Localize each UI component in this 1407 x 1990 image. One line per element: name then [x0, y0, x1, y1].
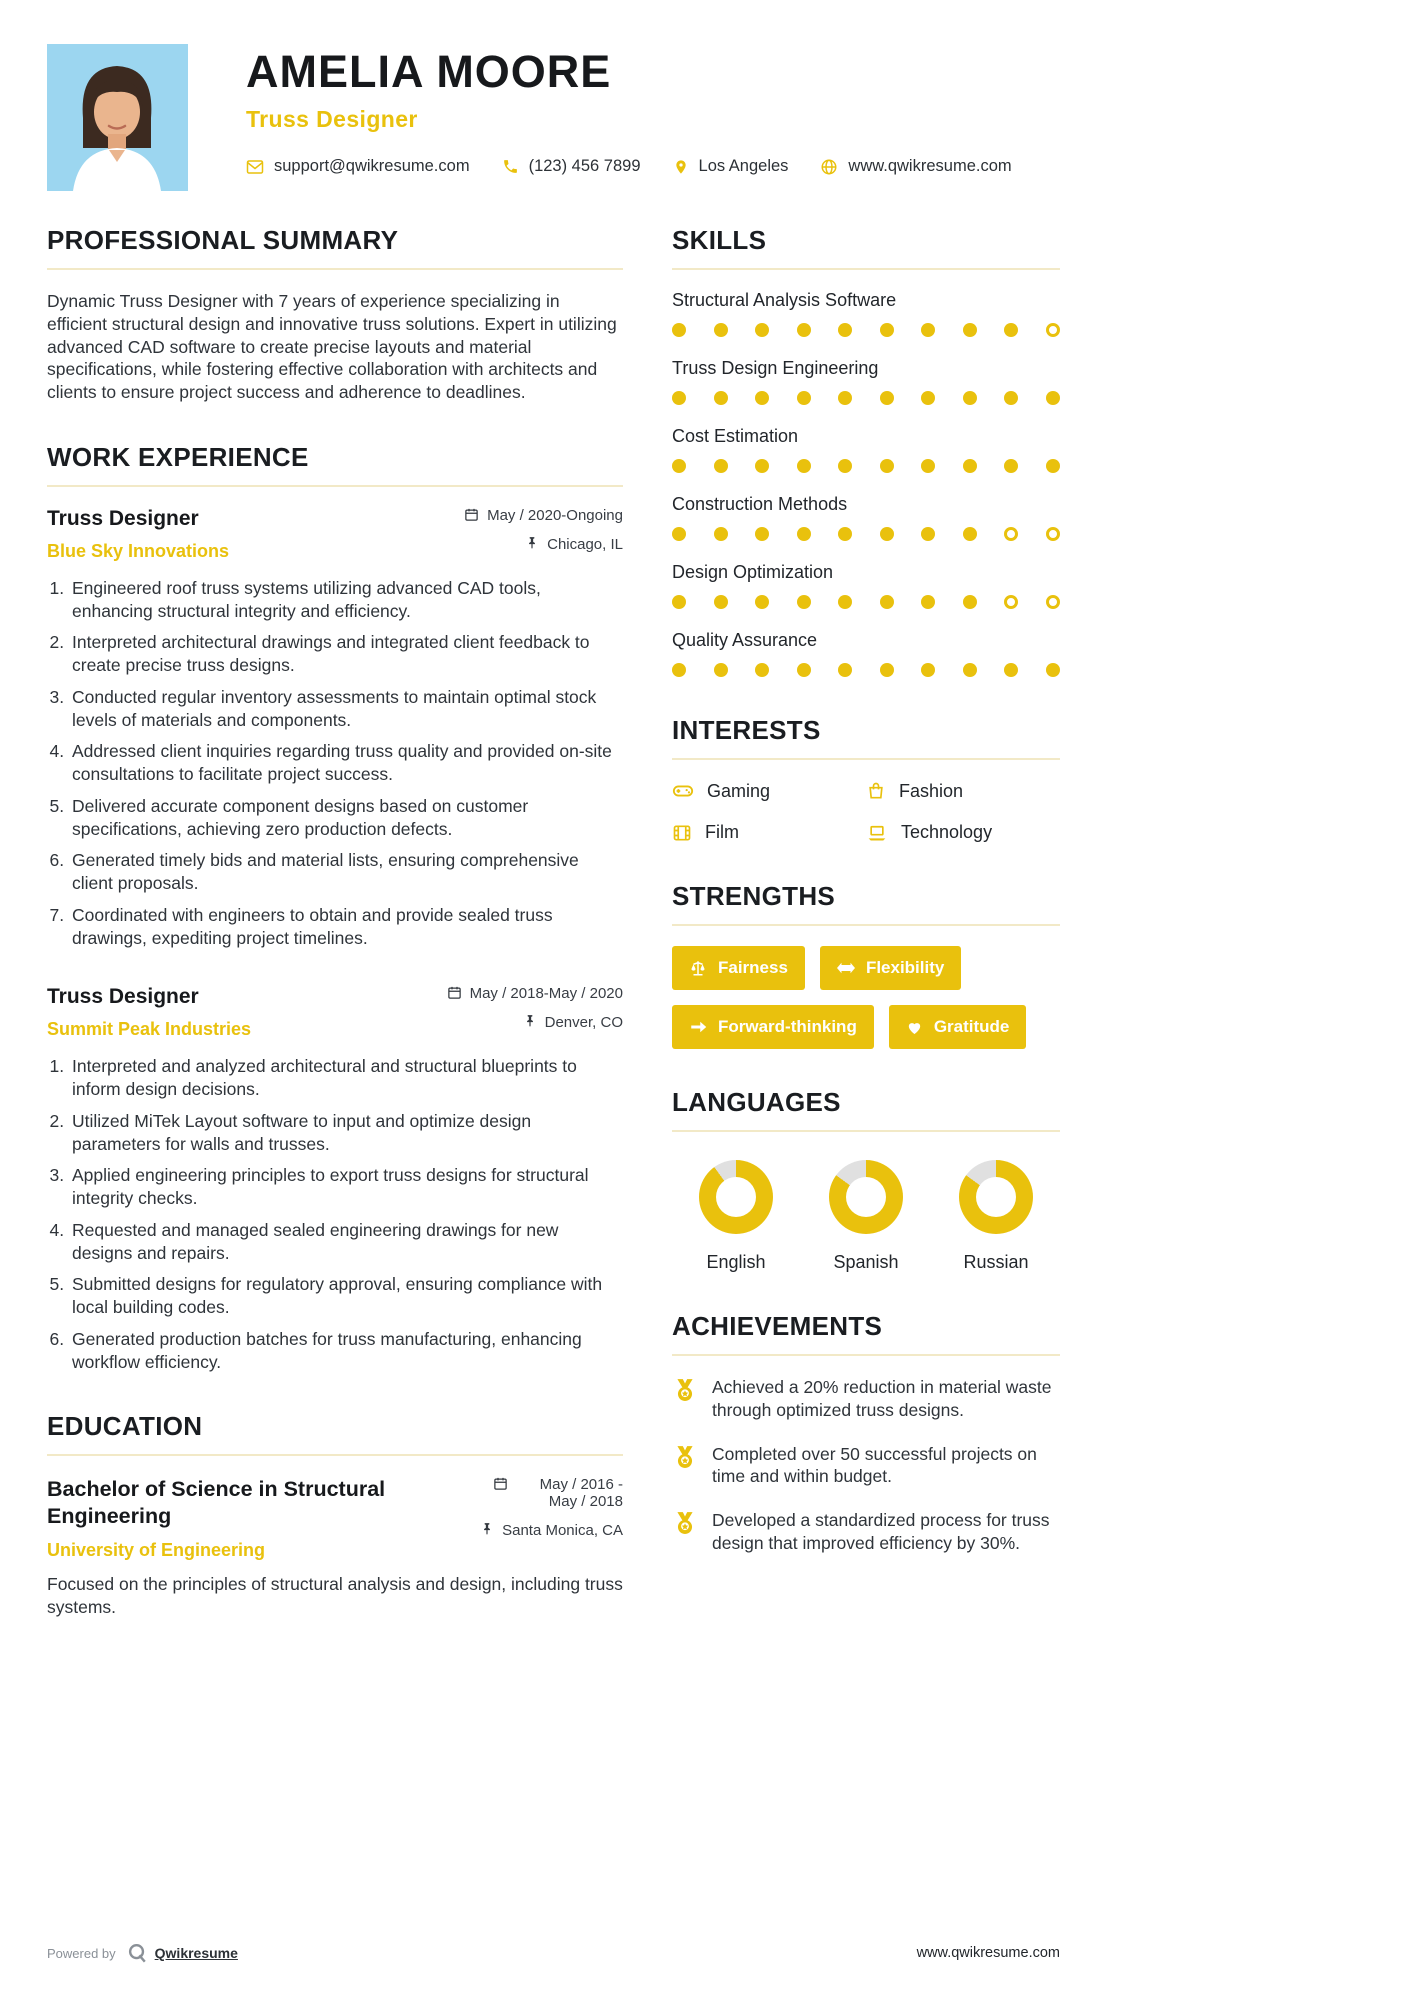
skill-dot	[755, 391, 769, 405]
job-bullet: 4. Requested and managed sealed engineering drawings for new designs and repairs.	[69, 1219, 623, 1265]
skill-dot	[797, 595, 811, 609]
interest-gaming	[672, 780, 866, 802]
donut-hole	[976, 1177, 1016, 1217]
footer	[47, 1942, 1060, 1964]
job-location-text: Chicago, IL	[547, 535, 623, 553]
job-entry	[47, 985, 623, 1373]
profile-photo-illustration	[47, 44, 188, 191]
achievements-heading: ACHIEVEMENTS	[672, 1311, 1060, 1356]
language-russian	[940, 1160, 1052, 1273]
gamepad-icon	[672, 780, 694, 802]
language-level-donut	[829, 1160, 903, 1234]
education-location	[480, 1522, 623, 1539]
skill-dot	[921, 527, 935, 541]
skill-rating	[672, 323, 1060, 337]
job-bullet: 7. Coordinated with engineers to obtain and provide sealed truss drawings, expediting project timelines.	[69, 904, 623, 950]
skill-item	[672, 562, 1060, 609]
job-entry	[47, 507, 623, 950]
language-english	[680, 1160, 792, 1273]
contact-phone-text: (123) 456 7899	[528, 157, 641, 175]
contact-row	[246, 157, 1012, 176]
job-header	[47, 985, 623, 1043]
interests-heading: INTERESTS	[672, 715, 1060, 760]
skill-dot	[714, 391, 728, 405]
languages-section	[672, 1087, 1060, 1273]
interest-label: Fashion	[899, 780, 964, 801]
skill-dot	[1004, 323, 1018, 337]
skill-rating	[672, 595, 1060, 609]
heart-icon	[906, 1019, 923, 1035]
job-bullets	[47, 1055, 623, 1373]
skill-dot	[755, 323, 769, 337]
skill-dot	[921, 663, 935, 677]
achievement-item	[672, 1509, 1060, 1555]
email-icon	[246, 158, 264, 176]
work-heading: WORK EXPERIENCE	[47, 442, 623, 487]
donut-hole	[716, 1177, 756, 1217]
job-bullet: 1. Interpreted and analyzed architectural and structural blueprints to inform design decisions.	[69, 1055, 623, 1101]
strength-label: Flexibility	[865, 958, 945, 977]
strengths-section	[672, 881, 1060, 1049]
laptop-icon	[866, 823, 888, 843]
strength-label: Fairness	[718, 958, 788, 977]
job-bullet: 1. Engineered roof truss systems utilizing advanced CAD tools, enhancing structural integrity and efficiency.	[69, 577, 623, 623]
columns	[47, 225, 1060, 1657]
achievement-text: Achieved a 20% reduction in material waste through optimized truss designs.	[712, 1377, 1052, 1420]
contact-website-text: www.qwikresume.com	[848, 157, 1012, 175]
skills-section	[672, 225, 1060, 677]
skill-dot	[838, 323, 852, 337]
degree-title: Bachelor of Science in Structural Engineering	[47, 1477, 386, 1529]
pushpin-icon	[523, 1014, 537, 1028]
handbag-icon	[866, 781, 886, 801]
skill-dot	[880, 663, 894, 677]
skill-dot	[880, 527, 894, 541]
languages-heading: LANGUAGES	[672, 1087, 1060, 1132]
achievement-text: Developed a standardized process for truss design that improved efficiency by 30%.	[712, 1510, 1050, 1553]
education-date	[493, 1476, 623, 1510]
job-bullet: 6. Generated production batches for truss manufacturing, enhancing workflow efficiency.	[69, 1328, 623, 1374]
skill-item	[672, 494, 1060, 541]
header	[47, 44, 1060, 191]
job-date	[464, 507, 623, 524]
strength-label: Gratitude	[933, 1017, 1010, 1036]
skill-item	[672, 426, 1060, 473]
skill-dot	[714, 527, 728, 541]
contact-email[interactable]	[246, 157, 470, 176]
skill-name: Cost Estimation	[672, 426, 799, 446]
job-bullet: 2. Interpreted architectural drawings and integrated client feedback to create precise truss designs.	[69, 631, 623, 677]
skill-dot	[838, 391, 852, 405]
job-entry-title: Truss Designer	[47, 506, 199, 530]
resume-content	[47, 44, 1060, 1657]
achievement-item	[672, 1376, 1060, 1422]
calendar-icon	[447, 985, 462, 1000]
job-company: Summit Peak Industries	[47, 1019, 252, 1040]
interest-label: Film	[705, 822, 739, 842]
interests-grid	[672, 780, 1060, 843]
skill-dot	[797, 323, 811, 337]
strength-flexibility	[820, 946, 961, 990]
achievement-text: Completed over 50 successful projects on time and within budget.	[712, 1443, 1037, 1487]
education-section	[47, 1411, 623, 1618]
strength-fairness	[672, 946, 805, 990]
skill-dot	[755, 459, 769, 473]
skill-item	[672, 290, 1060, 337]
skill-dot	[797, 663, 811, 677]
skill-dot	[672, 459, 686, 473]
pushpin-icon	[525, 536, 539, 550]
skill-name: Truss Design Engineering	[672, 358, 879, 378]
interest-label: Technology	[901, 822, 993, 842]
skill-dot	[714, 459, 728, 473]
medal-icon	[672, 1510, 698, 1541]
interest-technology	[866, 822, 1060, 843]
contact-phone	[502, 157, 641, 176]
skill-dot	[880, 391, 894, 405]
calendar-icon	[493, 1476, 508, 1491]
interest-fashion	[866, 780, 1060, 802]
strength-forward-thinking	[672, 1005, 874, 1049]
skill-dot	[1004, 527, 1018, 541]
language-label: Russian	[963, 1252, 1029, 1272]
header-text	[246, 44, 1012, 176]
skill-dot	[921, 459, 935, 473]
skill-name: Quality Assurance	[672, 630, 818, 650]
skill-dot	[672, 323, 686, 337]
skill-dot	[880, 459, 894, 473]
skill-dot	[963, 663, 977, 677]
medal-icon	[672, 1377, 698, 1408]
job-company: Blue Sky Innovations	[47, 540, 230, 561]
strengths-list	[672, 946, 1060, 1049]
skill-dot	[755, 663, 769, 677]
skill-item	[672, 630, 1060, 677]
job-date	[447, 985, 623, 1002]
skill-dot	[797, 391, 811, 405]
skill-dot	[1004, 459, 1018, 473]
summary-heading: PROFESSIONAL SUMMARY	[47, 225, 623, 270]
job-location	[447, 1014, 623, 1031]
skill-dot	[797, 527, 811, 541]
education-location-text: Santa Monica, CA	[502, 1522, 623, 1540]
left-right-arrow-icon	[837, 961, 855, 975]
arrow-right-icon	[689, 1019, 707, 1035]
interests-section	[672, 715, 1060, 843]
skill-dot	[1004, 391, 1018, 405]
skill-dot	[672, 527, 686, 541]
languages-row	[672, 1152, 1060, 1273]
education-meta	[480, 1476, 623, 1561]
qwikresume-logo-icon	[126, 1942, 148, 1964]
contact-location-text: Los Angeles	[698, 157, 789, 175]
contact-location	[673, 157, 789, 176]
skill-dot	[838, 595, 852, 609]
skill-rating	[672, 663, 1060, 677]
skill-name: Design Optimization	[672, 562, 834, 582]
language-level-donut	[699, 1160, 773, 1234]
medal-icon	[672, 1444, 698, 1475]
skill-dot	[755, 595, 769, 609]
language-spanish	[810, 1160, 922, 1273]
job-bullet: 5. Submitted designs for regulatory approval, ensuring compliance with local building codes.	[69, 1273, 623, 1319]
job-bullets	[47, 577, 623, 950]
skill-dot	[963, 595, 977, 609]
interest-film	[672, 822, 866, 843]
powered-by-label: Powered by	[47, 1945, 116, 1961]
skill-dot	[672, 595, 686, 609]
strength-gratitude	[889, 1005, 1027, 1049]
school-name: University of Engineering	[47, 1540, 266, 1560]
pushpin-icon	[480, 1522, 494, 1536]
summary-text: Dynamic Truss Designer with 7 years of experience specializing in efficient structural design and innovative truss solutions. Expert in utilizing advanced CAD software to create precise layouts and material specifications, while fostering effective collaboration with architects and clients to ensure project success and adherence to deadlines.	[47, 291, 617, 402]
film-icon	[672, 823, 692, 843]
skill-dot	[963, 391, 977, 405]
job-header-left	[47, 507, 229, 565]
job-bullet: 2. Utilized MiTek Layout software to input and optimize design parameters for walls and trusses.	[69, 1110, 623, 1156]
powered-by	[47, 1942, 238, 1964]
strength-label: Forward-thinking	[718, 1017, 857, 1036]
job-bullet: 4. Addressed client inquiries regarding truss quality and provided on-site consultations to facilitate project success.	[69, 740, 623, 786]
skills-list	[672, 290, 1060, 677]
job-location	[464, 536, 623, 553]
skill-dot	[672, 391, 686, 405]
summary-section	[47, 225, 623, 404]
skill-dot	[755, 527, 769, 541]
skill-dot	[838, 459, 852, 473]
education-header-left	[47, 1476, 407, 1561]
skill-dot	[1046, 527, 1060, 541]
skill-dot	[921, 391, 935, 405]
skill-name: Structural Analysis Software	[672, 290, 897, 310]
skill-dot	[714, 663, 728, 677]
job-entry-title: Truss Designer	[47, 985, 199, 1009]
education-description: Focused on the principles of structural analysis and design, including truss systems.	[47, 1574, 623, 1617]
job-date-text: May / 2020-Ongoing	[487, 506, 623, 524]
skill-dot	[880, 595, 894, 609]
job-header-left	[47, 985, 251, 1043]
skill-dot	[1004, 595, 1018, 609]
skill-dot	[880, 323, 894, 337]
job-date-text: May / 2018-May / 2020	[469, 985, 623, 1003]
achievement-item	[672, 1443, 1060, 1489]
skill-dot	[672, 663, 686, 677]
skill-dot	[963, 527, 977, 541]
job-bullet: 6. Generated timely bids and material lists, ensuring comprehensive client proposals.	[69, 849, 623, 895]
job-bullet: 3. Applied engineering principles to export truss designs for structural integrity checks.	[69, 1164, 623, 1210]
skill-dot	[963, 323, 977, 337]
skill-dot	[1046, 459, 1060, 473]
contact-website[interactable]	[820, 157, 1011, 176]
globe-icon	[820, 158, 838, 176]
achievements-section	[672, 1311, 1060, 1555]
skill-dot	[838, 527, 852, 541]
skill-rating	[672, 391, 1060, 405]
skill-dot	[714, 323, 728, 337]
skill-rating	[672, 459, 1060, 473]
education-header	[47, 1476, 623, 1561]
strengths-heading: STRENGTHS	[672, 881, 1060, 926]
footer-website-link[interactable]: www.qwikresume.com	[916, 1945, 1060, 1961]
skill-dot	[1046, 323, 1060, 337]
skill-dot	[714, 595, 728, 609]
job-bullet: 3. Conducted regular inventory assessments to maintain optimal stock levels of materials and components.	[69, 686, 623, 732]
achievements-list	[672, 1376, 1060, 1555]
phone-icon	[502, 158, 519, 175]
interest-label: Gaming	[707, 780, 771, 801]
education-date-text: May / 2016 - May / 2018	[539, 1476, 623, 1511]
skill-dot	[1004, 663, 1018, 677]
skill-dot	[1046, 663, 1060, 677]
balance-scale-icon	[689, 959, 707, 977]
skill-dot	[1046, 595, 1060, 609]
profile-photo	[47, 44, 188, 191]
skill-name: Construction Methods	[672, 494, 848, 514]
brand-text: Qwikresume	[154, 1945, 238, 1961]
work-experience-section	[47, 442, 623, 1374]
right-column	[672, 225, 1060, 1657]
skill-dot	[921, 595, 935, 609]
job-bullet: 5. Delivered accurate component designs based on customer specifications, achieving zero production defects.	[69, 795, 623, 841]
language-label: English	[706, 1252, 766, 1272]
skill-dot	[1046, 391, 1060, 405]
skill-dot	[797, 459, 811, 473]
language-label: Spanish	[833, 1252, 899, 1272]
job-meta	[464, 507, 623, 565]
education-heading: EDUCATION	[47, 1411, 623, 1456]
job-title: Truss Designer	[246, 106, 418, 132]
name-heading: AMELIA MOORE	[246, 46, 612, 97]
left-column	[47, 225, 623, 1657]
location-pin-icon	[673, 158, 689, 176]
skill-rating	[672, 527, 1060, 541]
job-header	[47, 507, 623, 565]
language-level-donut	[959, 1160, 1033, 1234]
donut-hole	[846, 1177, 886, 1217]
skills-heading: SKILLS	[672, 225, 1060, 270]
qwikresume-logo-link[interactable]	[126, 1942, 238, 1964]
skill-dot	[963, 459, 977, 473]
job-location-text: Denver, CO	[544, 1014, 623, 1032]
skill-item	[672, 358, 1060, 405]
calendar-icon	[464, 507, 479, 522]
job-meta	[447, 985, 623, 1043]
skill-dot	[921, 323, 935, 337]
contact-email-text: support@qwikresume.com	[274, 157, 470, 175]
skill-dot	[838, 663, 852, 677]
